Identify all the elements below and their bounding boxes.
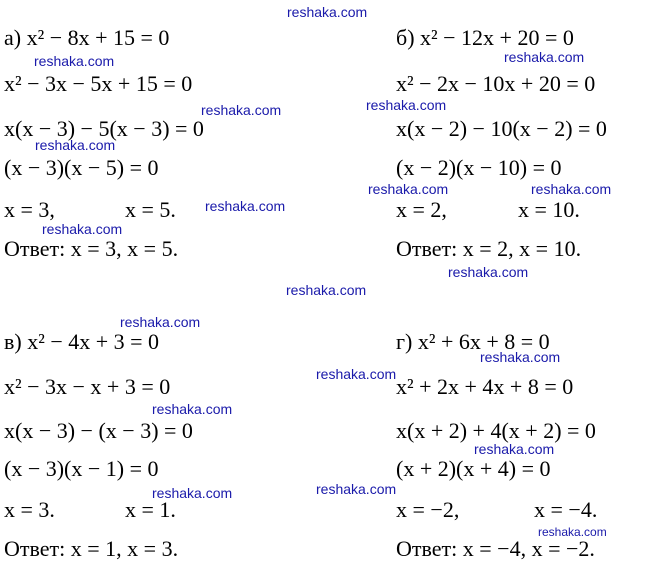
problem-a-answer: Ответ: x = 3, x = 5. [4, 236, 179, 261]
problem-b-title [396, 26, 574, 50]
problem-v-step1: x² − 3x − x + 3 = 0 [4, 374, 171, 399]
watermark: reshaka.com [538, 525, 607, 539]
watermark: reshaka.com [35, 137, 116, 153]
problem-g-prefix: г) [396, 329, 413, 354]
problem-v-title [4, 330, 159, 354]
watermark: reshaka.com [201, 102, 282, 118]
problem-a-step3: (x − 3)(x − 5) = 0 [4, 155, 159, 180]
watermark: reshaka.com [448, 264, 529, 280]
watermark: reshaka.com [368, 181, 449, 197]
problem-g-equation: x² + 6x + 8 = 0 [417, 329, 550, 354]
problem-b-answer: Ответ: x = 2, x = 10. [396, 236, 582, 261]
problem-b-equation: x² − 12x + 20 = 0 [420, 25, 574, 50]
problem-b-prefix: б) [396, 25, 415, 50]
problem-v-step3: (x − 3)(x − 1) = 0 [4, 456, 159, 481]
watermark: reshaka.com [152, 485, 233, 501]
watermark: reshaka.com [205, 198, 286, 214]
problem-a-equation: x² − 8x + 15 = 0 [26, 25, 170, 50]
watermark: reshaka.com [531, 181, 612, 197]
problem-b-root2: x = 10. [518, 197, 580, 222]
watermark: reshaka.com [120, 314, 201, 330]
watermark: reshaka.com [366, 97, 447, 113]
problem-v-root2: x = 1. [125, 497, 176, 522]
watermark: reshaka.com [152, 401, 233, 417]
watermark: reshaka.com [480, 349, 561, 365]
problem-a-title [4, 26, 169, 50]
problem-a-root1: x = 3, [4, 197, 55, 222]
problem-v-root1: x = 3. [4, 497, 55, 522]
watermark: reshaka.com [316, 481, 397, 497]
problem-b-root1: x = 2, [396, 197, 447, 222]
watermark: reshaka.com [316, 366, 397, 382]
problem-a-step2: x(x − 3) − 5(x − 3) = 0 [4, 116, 204, 141]
problem-a-root2: x = 5. [125, 197, 176, 222]
problem-a-prefix: а) [4, 25, 22, 50]
problem-g-answer: Ответ: x = −4, x = −2. [396, 536, 595, 561]
problem-a-step1: x² − 3x − 5x + 15 = 0 [4, 71, 193, 96]
watermark: reshaka.com [287, 4, 368, 20]
watermark: reshaka.com [474, 441, 555, 457]
watermark: reshaka.com [286, 282, 367, 298]
problem-v-equation: x² − 4x + 3 = 0 [27, 329, 160, 354]
problem-v-step2: x(x − 3) − (x − 3) = 0 [4, 418, 193, 443]
watermark: reshaka.com [34, 53, 115, 69]
problem-g-step1: x² + 2x + 4x + 8 = 0 [396, 374, 574, 399]
problem-g-root2: x = −4. [534, 497, 598, 522]
watermark: reshaka.com [504, 49, 585, 65]
problem-b-step1: x² − 2x − 10x + 20 = 0 [396, 71, 596, 96]
watermark: reshaka.com [42, 221, 123, 237]
problem-g-title [396, 330, 550, 354]
problem-v-answer: Ответ: x = 1, x = 3. [4, 536, 179, 561]
problem-g-step2: x(x + 2) + 4(x + 2) = 0 [396, 418, 596, 443]
problem-b-step3: (x − 2)(x − 10) = 0 [396, 155, 562, 180]
problem-g-root1: x = −2, [396, 497, 460, 522]
problem-b-step2: x(x − 2) − 10(x − 2) = 0 [396, 116, 607, 141]
problem-v-prefix: в) [4, 329, 22, 354]
problem-g-step3: (x + 2)(x + 4) = 0 [396, 456, 551, 481]
